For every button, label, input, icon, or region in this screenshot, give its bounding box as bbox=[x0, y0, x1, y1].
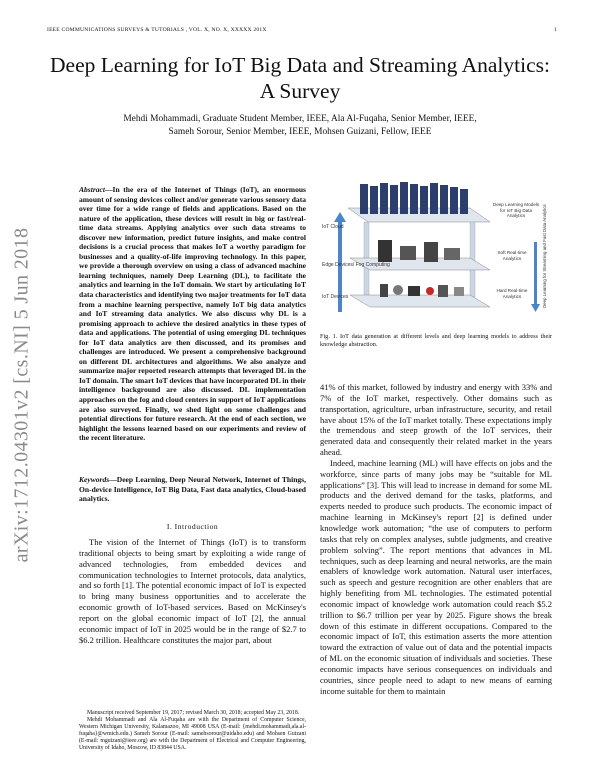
page-number: 1 bbox=[554, 27, 557, 33]
journal-header: IEEE COMMUNICATIONS SURVEYS & TUTORIALS , VOL. X, NO. X, XXXXX 201X bbox=[47, 27, 267, 33]
footnote-received: Manuscript received September 19, 2017; revised March 30, 2018; accepted May 23, 2018. bbox=[87, 710, 300, 716]
figure-caption bbox=[320, 333, 552, 349]
keywords bbox=[79, 475, 306, 504]
paper-title: Deep Learning for IoT Big Data and Streaming Analytics: A Survey bbox=[50, 53, 550, 103]
figure-1 bbox=[320, 180, 552, 330]
section-heading: I. Introduction bbox=[166, 522, 219, 531]
intro-body bbox=[79, 537, 306, 645]
label-soft-fo bbox=[492, 250, 532, 266]
label-iot-cloud: IoT Cloud bbox=[322, 224, 344, 230]
label-iot-devices: IoT Devices bbox=[322, 294, 349, 300]
label-dl-models-fo bbox=[492, 202, 540, 232]
label-soft-realtime: Soft Real-time Analytics bbox=[497, 250, 527, 261]
abstract-label: Abstract bbox=[79, 185, 105, 194]
iot-levels-diagram bbox=[320, 180, 552, 330]
arxiv-stamp bbox=[2, 205, 42, 585]
keywords-label: Keywords bbox=[79, 475, 110, 484]
label-hard-fo bbox=[492, 288, 532, 304]
abstract bbox=[79, 185, 306, 443]
paragraph-market-share: 41% of this market, followed by industry and energy with 33% and 7% of the IoT market, respectively. Other domains such as transportation, agriculture, urban infrastructure, security, and retail have about 15% of the IoT market totally. These expectations imply the tremendous and steep growth of the IoT services, their generated data and consequently their related market in the years ahead. bbox=[320, 382, 552, 458]
down-arrow-right bbox=[531, 242, 540, 312]
right-column-body bbox=[320, 382, 552, 696]
label-dl-models: Deep Learning Models for IoT Big Data Analytics bbox=[492, 202, 540, 218]
label-hard-realtime: Hard Real-time Analytics bbox=[496, 288, 528, 299]
author-block bbox=[60, 113, 540, 138]
devices-level-platform bbox=[350, 284, 490, 307]
label-edge: Edge Devices/ Fog Computing bbox=[322, 262, 390, 268]
keywords-text: —Deep Learning, Deep Neural Network, Internet of Things, On-device Intelligence, IoT Big Data, Fast data analytics, Cloud-based analytics. bbox=[79, 475, 306, 504]
footnote-affiliations: Mehdi Mohammadi and Ala Al-Fuqaha are with the Department of Computer Science, Western Michigan University, Kalamazoo, MI 49008 USA (E-mail: {mehdi.mohammadi,ala.al-fuqaha}@wmich.edu.) Sameh Sorour (E-mail: samehsorour@uidaho.edu) and Mohsen Guizani (E-mail: mguizani@ieee.org) are with the Department of Electrical and Computer Engineering, University of Idaho, Moscow, ID 83844 USA. bbox=[79, 717, 306, 752]
abstract-text: —In the era of the Internet of Things (IoT), an enormous amount of sensing devices collect and/or generate various sensory data over time for a wide range of fields and applications. Based on the nature of the application, these devices will result in big or fast/real-time data streams. Applying analytics over such data streams to discover new information, predict future insights, and make control decisions is a crucial process that makes IoT a worthy paradigm for businesses and a quality-of-life improving technology. In this paper, we provide a thorough overview on using a class of advanced machine learning techniques, namely Deep Learning (DL), to facilitate the analytics and learning in the IoT domain. We start by articulating IoT data characteristics and identifying two major treatments for IoT data from a machine learning perspective, namely IoT big data analytics and IoT streaming data analytics. We also discuss why DL is a promising approach to achieve the desired analytics in these types of data and applications. The potential of using emerging DL techniques for IoT data analytics are then discussed, and its promises and challenges are introduced. We present a comprehensive background on different DL architectures and algorithms. We also analyze and summarize major reported research attempts that leveraged DL in the IoT domain. The smart IoT devices that have incorporated DL in their intelligence background are also discussed. DL implementation approaches on the fog and cloud centers in support of IoT applications are also surveyed. Finally, we shed light on some challenges and potential directions for future research. At the end of each section, we highlight the lessons learned based on our experiments and review of the recent literature. bbox=[79, 185, 306, 443]
label-vertical-streaming: Deep Learning for Streaming and Fast Data Analytics bbox=[542, 204, 547, 308]
footnotes bbox=[79, 710, 306, 753]
intro-paragraph: The vision of the Internet of Things (IoT) is to transform traditional objects to being smart by exploiting a wide range of advanced technologies, from embedded devices and communication technologies to Internet protocols, data analytics, and so forth [1]. The potential economic impact of IoT is expected to bring many business opportunities and to accelerate the economic growth of IoT-based services. Based on McKinsey's report on the global economic impact of IoT [2], the annual economic impact of IoT in 2025 would be in the range of $2.7 to $6.2 trillion. Healthcare constitutes the major part, about bbox=[79, 537, 306, 645]
author-line-1: Mehdi Mohammadi, Graduate Student Member, IEEE, Ala Al-Fuqaha, Senior Member, IEEE, bbox=[123, 114, 477, 124]
paragraph-machine-learning: Indeed, machine learning (ML) will have effects on jobs and the workforce, since parts of many jobs may be “suitable for ML applications” [3]. This will lead to increase in demand for some ML products and the derived demand for the tasks, platforms, and experts needed to produce such products. The economic impact of machine learning in McKinsey's report [2] is defined under knowledge work automation; “the use of computers to perform tasks that rely on complex analyses, subtle judgments, and creative problem solving”. The report mentions that advances in ML techniques, such as deep learning and neural networks, are the main enablers of knowledge work automation. Natural user interfaces, such as speech and gesture recognition are other enablers that are highly benefiting from ML technologies. The estimated potential economic impact of knowledge work automation could reach $5.2 trillion to $6.7 trillion per year by 2025. Figure shows the break down of this estimate in different occupations. Compared to the economic impact of IoT, this estimation asserts the more attention toward the extraction of value out of data and the potential impacts of ML on the economic situation of individuals and societies. These economic impacts have serious consequences on individuals and countries, since people need to adapt to new means of earning income suitable for them to maintain bbox=[320, 457, 552, 696]
author-line-2: Sameh Sorour, Senior Member, IEEE, Mohsen Guizani, Fellow, IEEE bbox=[168, 126, 432, 137]
arxiv-id: arXiv:1712.04301v2 [cs.NI] 5 Jun 2018 bbox=[10, 227, 33, 563]
figure-caption-text: Fig. 1. IoT data generation at different levels and deep learning models to address their knowledge abstraction. bbox=[320, 333, 552, 348]
cloud-level-platform bbox=[348, 182, 490, 222]
